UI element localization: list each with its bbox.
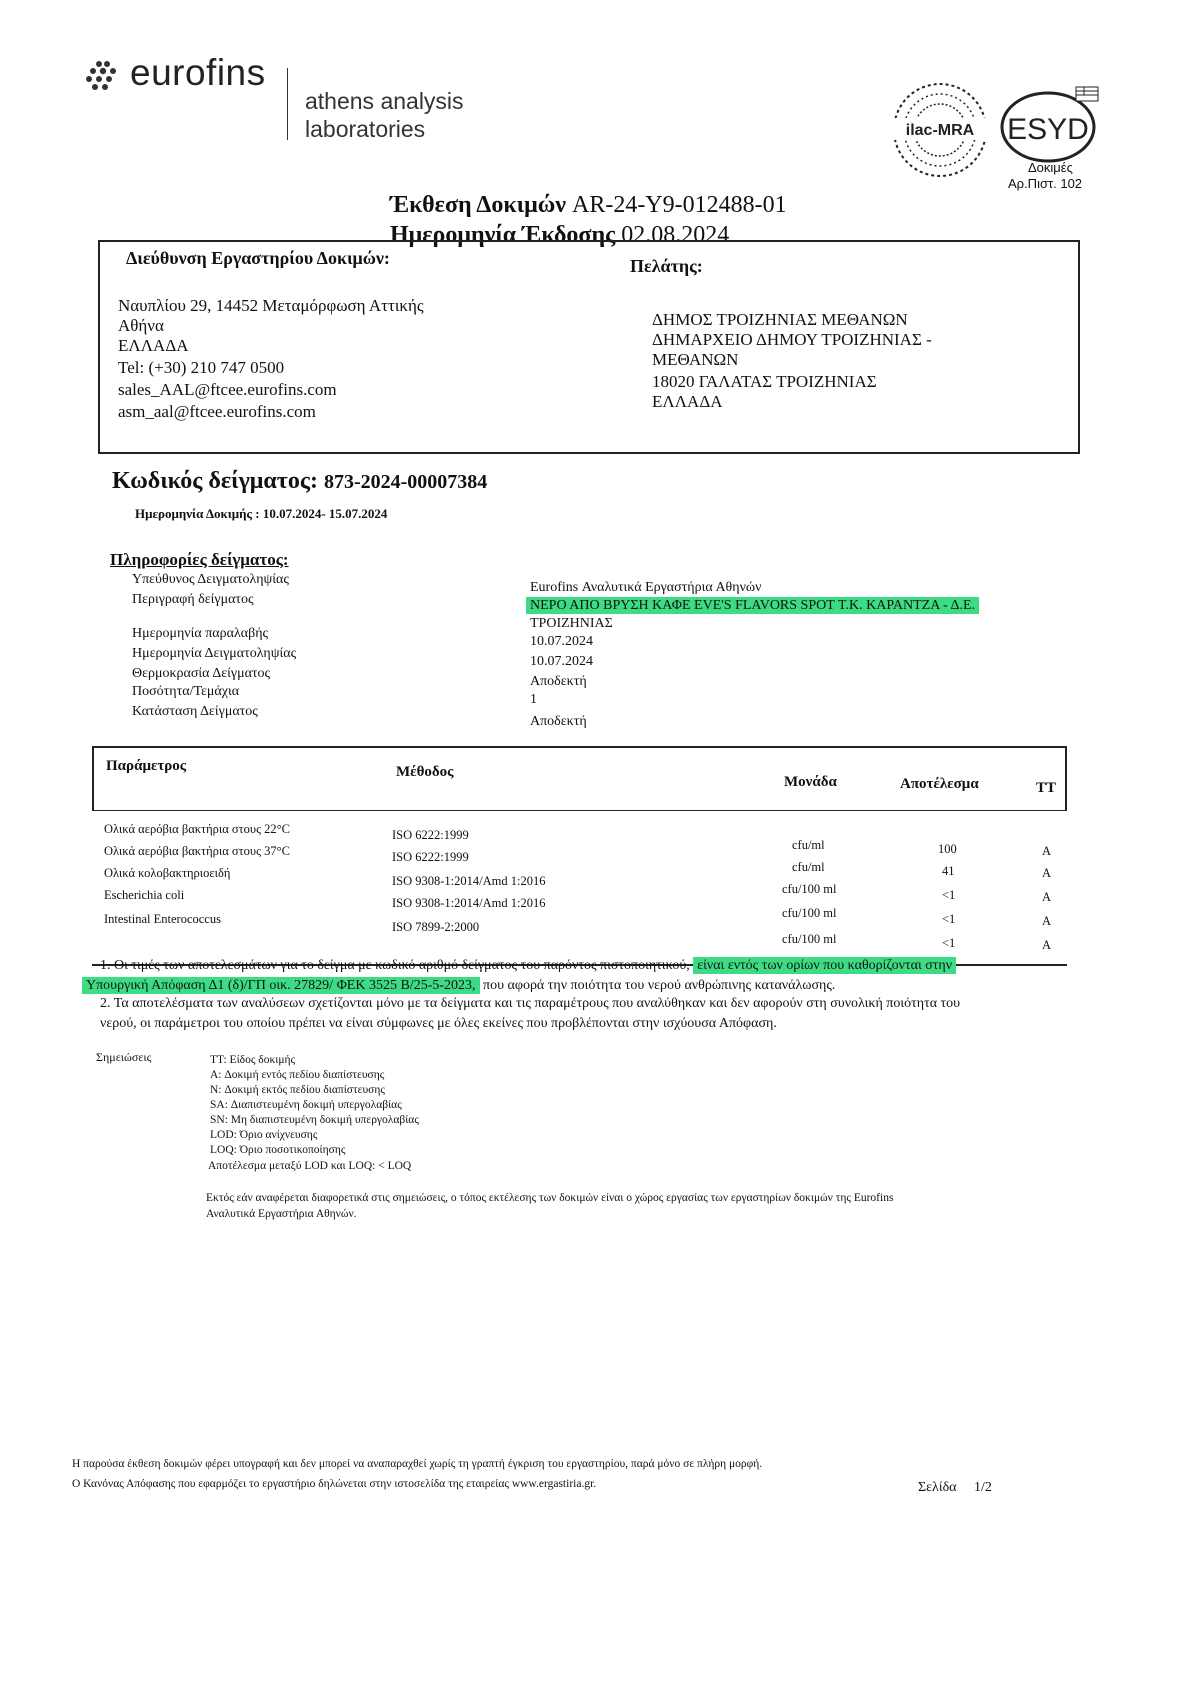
table-cell-result: 100 [938, 842, 957, 856]
header-result: Αποτέλεσμα [900, 776, 979, 792]
table-cell-test-type: A [1042, 866, 1052, 880]
table-cell-parameter: Escherichia coli [104, 888, 185, 902]
table-cell-unit: cfu/100 ml [782, 932, 837, 946]
eurofins-dots-icon [85, 60, 125, 94]
info-value-temperature: Αποδεκτή [530, 674, 587, 689]
table-cell-parameter: Ολικά αερόβια βακτήρια στους 37°C [104, 844, 290, 858]
page-number [918, 1480, 992, 1496]
lab-address-heading: Διεύθυνση Εργαστηρίου Δοκιμών: [126, 248, 390, 268]
client-address-line: ΔΗΜΟΣ ΤΡΟΙΖΗΝΙΑΣ ΜΕΘΑΝΩΝ [652, 310, 908, 329]
esyd-seal-icon [998, 85, 1108, 165]
table-cell-test-type: A [1042, 914, 1052, 928]
legend-item: A: Δοκιμή εντός πεδίου διαπίστευσης [210, 1069, 385, 1081]
location-remark-line-1: Εκτός εάν αναφέρεται διαφορετικά στις σημειώσεις, ο τόπος εκτέλεσης των δοκιμών είναι ο χώρος εργασίας των εργαστηρίων δοκιμών της Eurofins [206, 1192, 894, 1204]
table-cell-unit: cfu/ml [792, 860, 825, 874]
legend-item: SN: Μη διαπιστευμένη δοκιμή υπεργολαβίας [210, 1114, 419, 1126]
ilac-mra-seal-icon [888, 80, 993, 180]
header-unit: Μονάδα [784, 774, 837, 790]
note-1-part-a: 1. Οι τιμές των αποτελεσμάτων για το δείγμα με κωδικό αριθμό δείγματος του παρόντος πιστοποιητικού, [100, 958, 690, 973]
note-1-highlight-b: Υπουργική Απόφαση Δ1 (δ)/ΓΠ οικ. 27829/ ΦΕΚ 3525 Β/25-5-2023, [82, 977, 480, 994]
lab-email-asm: asm_aal@ftcee.eurofins.com [118, 402, 316, 421]
client-address-line: ΕΛΛΑΔΑ [652, 392, 723, 411]
esyd-caption-1: Δοκιμές [1028, 160, 1073, 175]
table-cell-result: <1 [942, 888, 956, 902]
note-2-line-1: 2. Τα αποτελέσματα των αναλύσεων σχετίζονται μόνο με τα δείγματα και τις παραμέτρους που αναλύθηκαν και δεν αφορούν στη συνολική ποιότητα του [100, 996, 961, 1011]
test-date-value: 10.07.2024- 15.07.2024 [262, 506, 388, 521]
header-method: Μέθοδος [396, 764, 454, 780]
client-heading: Πελάτης: [630, 256, 703, 276]
header-parameter: Παράμετρος [106, 758, 187, 774]
legend-item: LOD: Όριο ανίχνευσης [210, 1129, 318, 1141]
page-label: Σελίδα [918, 1480, 957, 1495]
note-2-line-2: νερού, οι παράμετροι του οποίου πρέπει να είναι σύμφωνες με όλες εκείνες που προβλέπονται στην ισχύουσα Απόφαση. [100, 1016, 777, 1031]
eurofins-logo [85, 52, 485, 144]
page-value: 1/2 [974, 1480, 992, 1495]
lab-address-line: Ναυπλίου 29, 14452 Μεταμόρφωση Αττικής [118, 296, 424, 315]
table-cell-test-type: A [1042, 890, 1052, 904]
legend-item: SA: Διαπιστευμένη δοκιμή υπεργολαβίας [210, 1099, 402, 1111]
client-address-line: 18020 ΓΑΛΑΤΑΣ ΤΡΟΙΖΗΝΙΑΣ [652, 372, 877, 391]
info-value-description-cont: ΤΡΟΙΖΗΝΙΑΣ [530, 616, 613, 631]
info-label: Κατάσταση Δείγματος [132, 704, 258, 719]
table-cell-result: <1 [942, 912, 956, 926]
table-cell-result: 41 [942, 864, 955, 878]
issue-date-label: Ημερομηνία Έκδοσης [390, 222, 616, 248]
table-cell-result: <1 [942, 936, 956, 950]
test-date-label: Ημερομηνία Δοκιμής : [135, 506, 260, 521]
legend-item: Αποτέλεσμα μεταξύ LOD και LOQ: < LOQ [208, 1160, 412, 1172]
legend-item: LOQ: Όριο ποσοτικοποίησης [210, 1144, 346, 1156]
info-label: Ποσότητα/Τεμάχια [132, 684, 240, 699]
location-remark-line-2: Αναλυτικά Εργαστήρια Αθηνών. [206, 1208, 357, 1220]
table-cell-method: ISO 6222:1999 [392, 828, 469, 842]
sample-code-label: Κωδικός δείγματος: [112, 468, 318, 494]
sample-info-heading: Πληροφορίες δείγματος: [110, 550, 289, 569]
ilac-text: ilac-MRA [905, 122, 975, 139]
legend-item: ΤΤ: Είδος δοκιμής [210, 1054, 296, 1066]
issue-date-value: 02.08.2024 [621, 222, 730, 248]
info-label: Θερμοκρασία Δείγματος [132, 666, 271, 681]
note-1-part-d: που αφορά την ποιότητα του νερού ανθρώπινης κατανάλωσης. [483, 978, 836, 993]
info-value-sampler: Eurofins Αναλυτικά Εργαστήρια Αθηνών [530, 580, 762, 595]
footer-line-1: Η παρούσα έκθεση δοκιμών φέρει υπογραφή και δεν μπορεί να αναπαραχθεί χωρίς τη γραπτή έγκριση του εργαστηρίου, παρά μόνο σε πλήρη μορφή. [72, 1458, 763, 1470]
esyd-text: ESYD [1007, 113, 1089, 146]
info-label: Ημερομηνία Δειγματοληψίας [132, 646, 297, 661]
lab-address-line: Αθήνα [118, 316, 164, 335]
info-value-received: 10.07.2024 [530, 634, 593, 649]
note-1-highlight-a: είναι εντός των ορίων που καθορίζονται στην [693, 957, 956, 974]
table-cell-parameter: Ολικά κολοβακτηριοειδή [104, 866, 231, 880]
report-title [390, 192, 787, 219]
table-cell-method: ISO 6222:1999 [392, 850, 469, 864]
note-1-line-2 [82, 978, 835, 994]
info-label: Υπεύθυνος Δειγματοληψίας [132, 572, 289, 587]
report-title-label: Έκθεση Δοκιμών [390, 192, 566, 218]
note-1-line-1 [100, 958, 956, 974]
esyd-caption-2: Αρ.Πιστ. 102 [1008, 176, 1083, 191]
results-table [92, 746, 1067, 968]
brand-name: eurofins [130, 52, 266, 93]
highlighted-description: ΝΕΡΟ ΑΠΟ ΒΡΥΣΗ ΚΑΦΕ EVE'S FLAVORS SPOT Τ.Κ. ΚΑΡΑΝΤΖΑ - Δ.Ε. [526, 597, 979, 614]
info-value-sampling-date: 10.07.2024 [530, 654, 593, 669]
legend-label: Σημειώσεις [96, 1050, 152, 1064]
sample-code [112, 468, 487, 495]
sample-code-value: 873-2024-00007384 [323, 471, 488, 493]
test-date [135, 506, 387, 522]
table-cell-method: ISO 9308-1:2014/Amd 1:2016 [392, 896, 546, 910]
info-value-description [526, 598, 979, 614]
client-address-line: ΔΗΜΑΡΧΕΙΟ ΔΗΜΟΥ ΤΡΟΙΖΗΝΙΑΣ - [652, 330, 932, 349]
table-cell-parameter: Ολικά αερόβια βακτήρια στους 22°C [104, 822, 290, 836]
table-cell-test-type: A [1042, 938, 1052, 952]
table-cell-parameter: Intestinal Enterococcus [104, 912, 221, 926]
table-cell-unit: cfu/100 ml [782, 882, 837, 896]
table-cell-method: ISO 7899-2:2000 [392, 920, 480, 934]
lab-address-line: ΕΛΛΑΔΑ [118, 336, 189, 355]
header-test-type: ΤΤ [1036, 780, 1057, 796]
table-cell-unit: cfu/100 ml [782, 906, 837, 920]
lab-name-line1: athens analysis [305, 88, 464, 114]
footer-line-2: Ο Κανόνας Απόφασης που εφαρμόζει το εργαστήριο δηλώνεται στην ιστοσελίδα της εταιρείας www.ergastiria.gr. [72, 1478, 597, 1490]
table-cell-method: ISO 9308-1:2014/Amd 1:2016 [392, 874, 546, 888]
table-cell-test-type: A [1042, 844, 1052, 858]
info-label: Περιγραφή δείγματος [132, 592, 254, 607]
info-value-quantity: 1 [530, 692, 537, 707]
info-label: Ημερομηνία παραλαβής [132, 626, 269, 641]
logo-divider [287, 68, 288, 140]
table-cell-unit: cfu/ml [792, 838, 825, 852]
client-address-line: ΜΕΘΑΝΩΝ [652, 350, 739, 369]
lab-phone: Tel: (+30) 210 747 0500 [118, 358, 285, 377]
lab-name-line2: laboratories [305, 116, 426, 142]
report-number: AR-24-Y9-012488-01 [571, 192, 787, 218]
legend-item: N: Δοκιμή εκτός πεδίου διαπίστευσης [210, 1084, 385, 1096]
lab-email-sales: sales_AAL@ftcee.eurofins.com [118, 380, 337, 399]
info-value-condition: Αποδεκτή [530, 714, 587, 729]
